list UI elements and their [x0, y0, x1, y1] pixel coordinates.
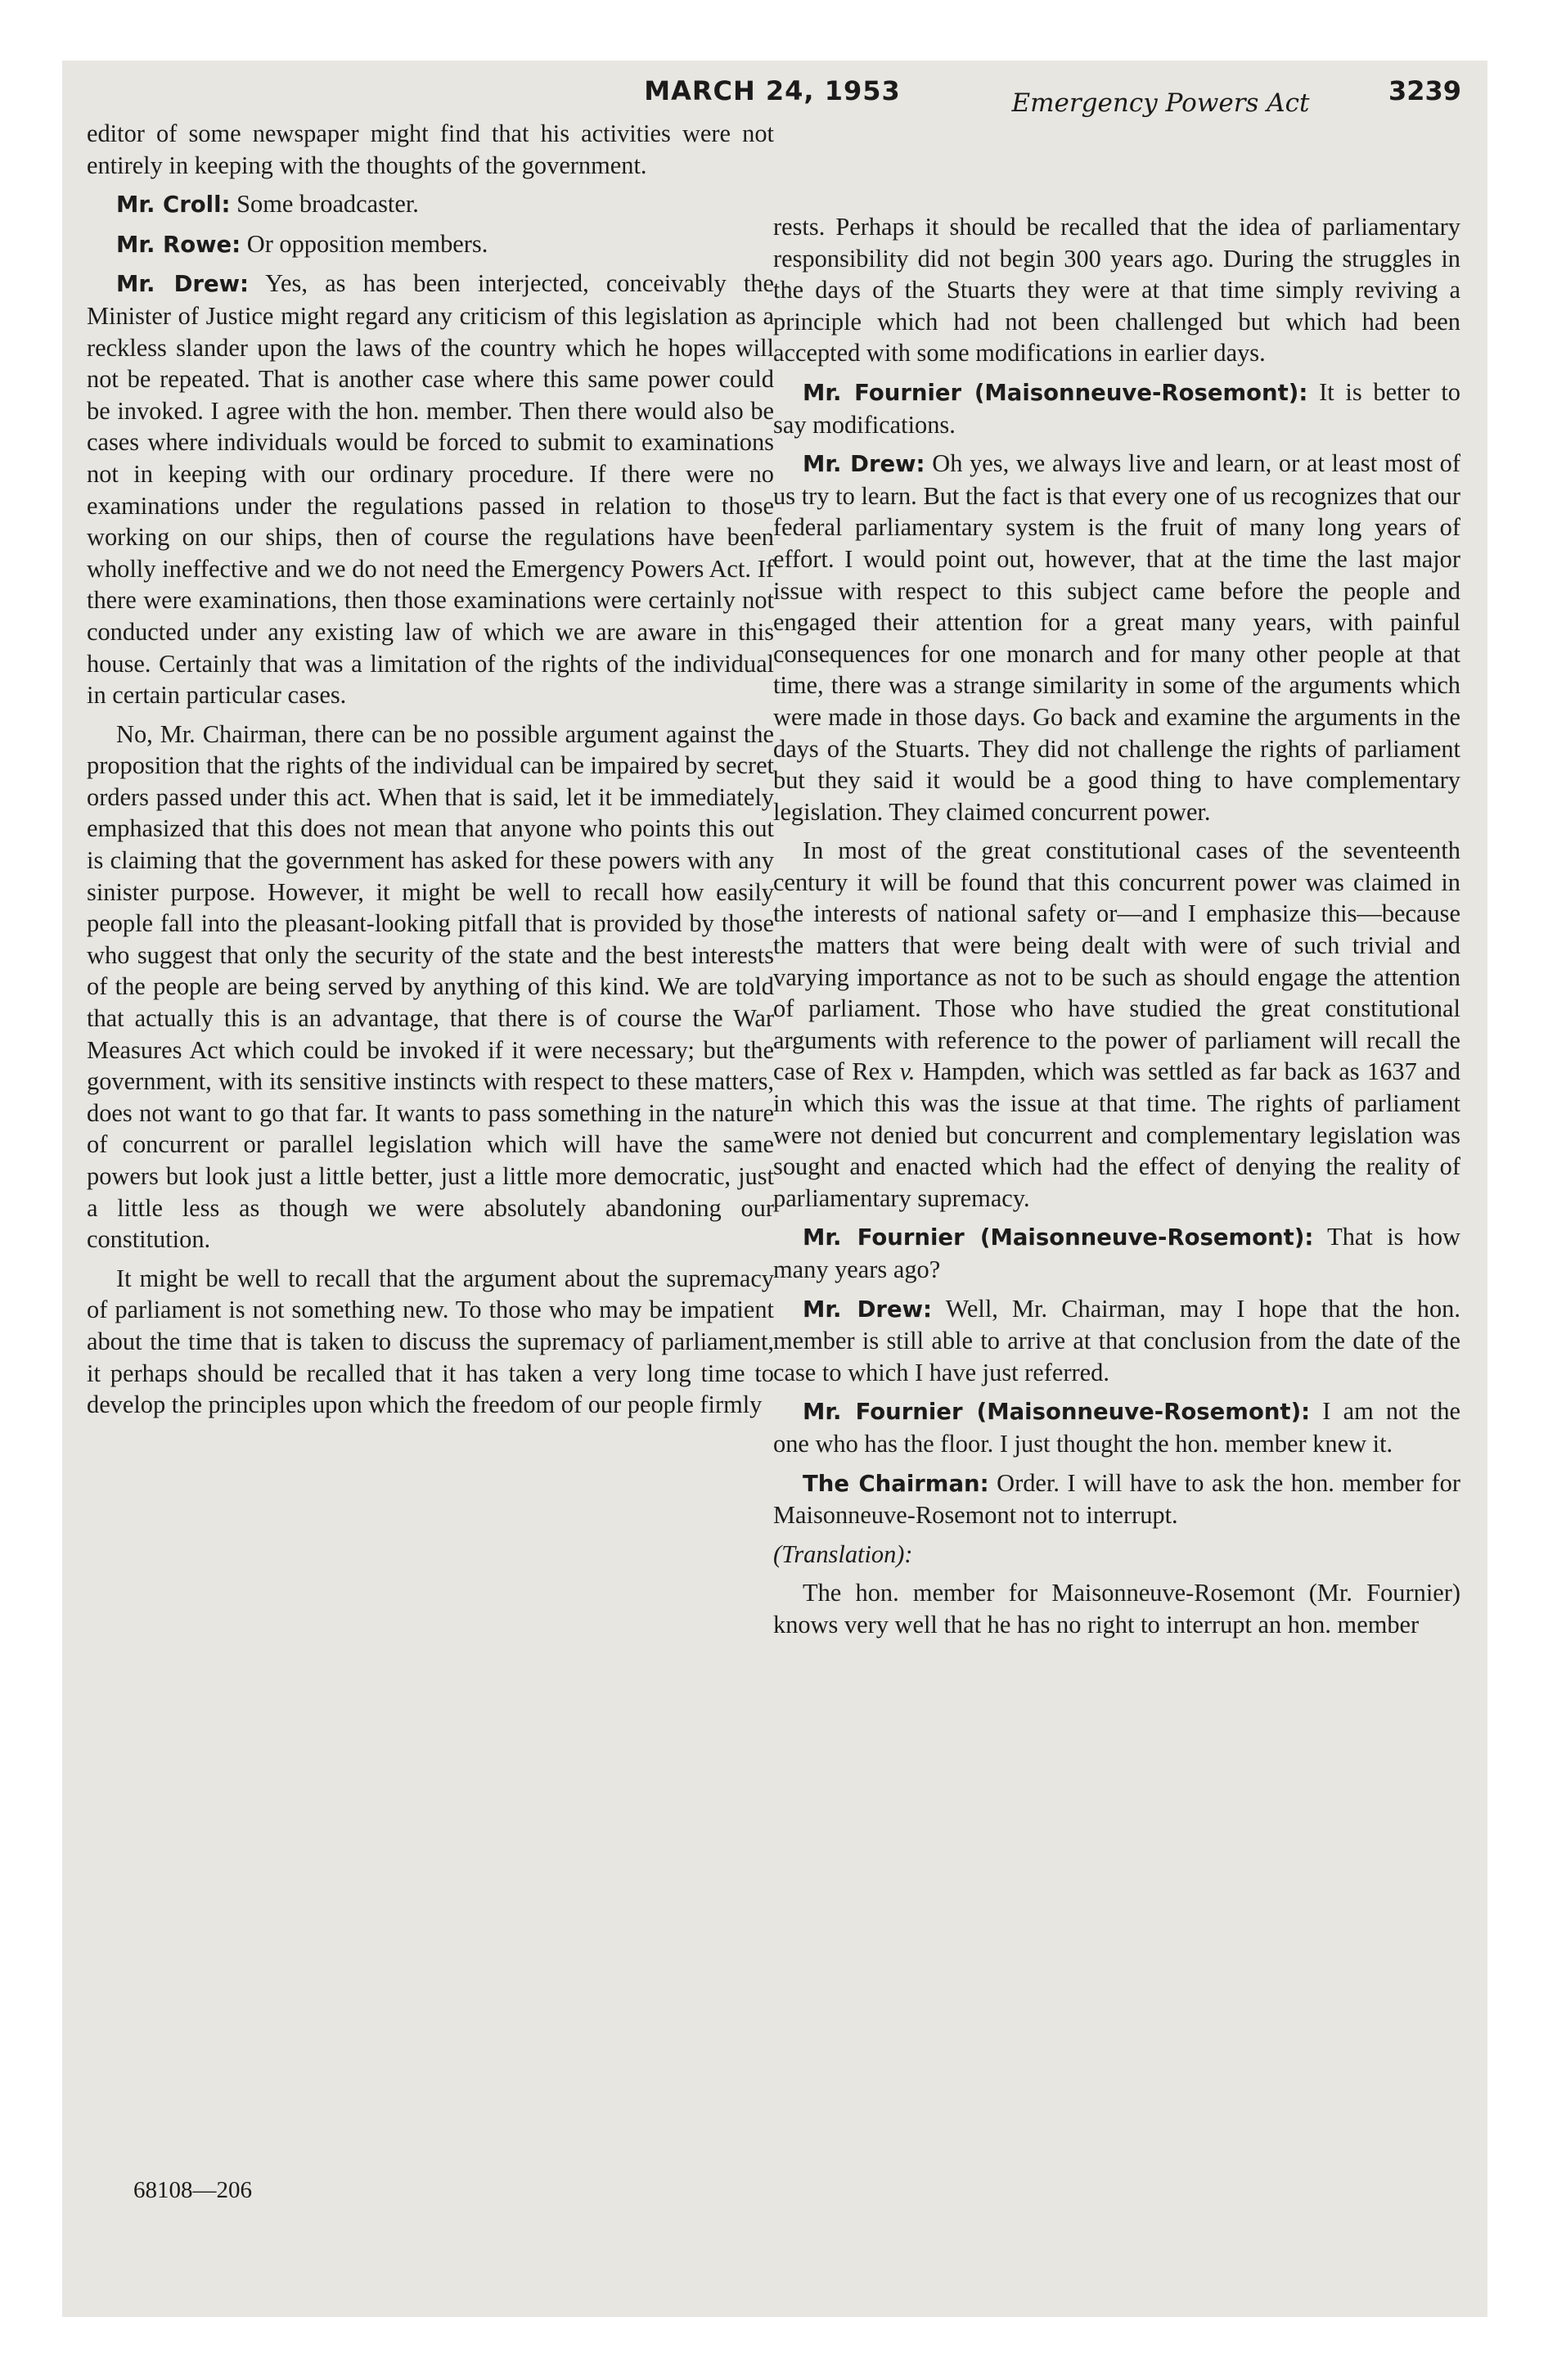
speaker-name: Mr. Drew: — [116, 271, 250, 298]
paragraph — [87, 228, 774, 261]
speech-text: Or opposition members. — [241, 229, 488, 258]
speaker-name: Mr. Drew: — [803, 1296, 933, 1323]
header-subject: Emergency Powers Act — [1011, 88, 1310, 118]
paragraph — [87, 188, 774, 221]
speaker-name: Mr. Drew: — [803, 451, 925, 478]
right-column — [773, 211, 1460, 1648]
paragraph — [773, 376, 1460, 440]
paragraph — [773, 835, 1460, 1214]
header-date: MARCH 24, 1953 — [644, 75, 901, 106]
speech-text: Well, Mr. Chairman, may I hope that the hon. member is still able to arrive at that conclusion from the date of the case to which I have just referred. — [773, 1294, 1460, 1386]
paragraph — [87, 268, 774, 710]
speaker-name: Mr. Fournier (Maisonneuve-Rosemont): — [803, 1399, 1311, 1426]
speech-text: I am not the one who has the floor. I just thought the hon. member knew it. — [773, 1397, 1461, 1458]
left-column — [87, 118, 774, 1428]
paragraph: It might be well to recall that the argument about the supremacy of parliament is not something new. To those who may be impatient about the time that is taken to discuss the supremacy of parliament, it perhaps should be recalled that it has taken a very long time to develop the principles upon which the freedom of our people firmly — [87, 1264, 774, 1419]
translation-marker: (Translation): — [773, 1539, 913, 1568]
speech-text: That is how many years ago? — [773, 1223, 1461, 1283]
speaker-name: Mr. Croll: — [116, 192, 231, 219]
speech-text: Order. I will have to ask the hon. member for Maisonneuve-Rosemont not to interrupt. — [773, 1468, 1460, 1530]
paragraph: No, Mr. Chairman, there can be no possible argument against the proposition that the rights of the individual can be impaired by secret orders passed under this act. When that is said, let it be immediately emphasized that this does not mean that anyone who points this out is claiming that the government has asked for these powers with any sinister purpose. However, it might be well to recall how easily people fall into the pleasant-looking pitfall that is provided by those who suggest that only the security of the state and the best interests of the people are being served by anything of this kind. We are told that actually this is an advantage, that there is of course the War Measures Act which could be invoked if it were necessary; but the government, with its sensitive instincts with respect to these matters, does not want to go that far. It wants to pass something in the nature of concurrent or parallel legislation which will have the same powers but look just a little better, just a little more democratic, just a little less as though we were absolutely abandoning our constitution. — [87, 719, 774, 1254]
speech-text: Some broadcaster. — [230, 190, 419, 219]
speech-text: Yes, as has been interjected, conceivably the Minister of Justice might regard any criticism of this legislation as a reckless slander upon the laws of the country which he hopes will not be repeated. That is another case where this same power could be invoked. I agree with the hon. member. Then there would also be cases where individuals would be forced to submit to examinations not in keeping with our ordinary procedure. If there were no examinations under the regulations passed in relation to those working on our ships, then of course the regulations have been wholly ineffective and we do not need the Emergency Powers Act. If there were examinations, then those examinations were certainly not conducted under any existing law of which we are aware in this house. Certainly that was a limitation of the rights of the individual in certain particular cases. — [87, 269, 774, 710]
case-versus: v. — [899, 1057, 916, 1086]
paragraph: rests. Perhaps it should be recalled that the idea of parliamentary responsibility did not begin 300 years ago. During the struggles in the days of the Stuarts they were at that time simply reviving a principle which had not been challenged but which had been accepted with some modifications in earlier days. — [773, 213, 1460, 367]
speaker-name: Mr. Rowe: — [116, 231, 241, 258]
paragraph — [773, 1395, 1460, 1459]
speech-text: Hampden, which was settled as far back as 1637 and in which this was the issue at that time. The rights of parliament were not denied but concurrent and complementary legislation was sought and enacted which had the effect of denying the reality of parliamentary supremacy. — [773, 1057, 1460, 1212]
paragraph: The hon. member for Maisonneuve-Rosemont (Mr. Fournier) knows very well that he has no right to interrupt an hon. member — [773, 1579, 1460, 1639]
speaker-name: Mr. Fournier (Maisonneuve-Rosemont): — [803, 1224, 1314, 1251]
paragraph — [773, 1221, 1460, 1285]
header-page-number: 3239 — [1388, 75, 1461, 106]
speaker-name: The Chairman: — [803, 1470, 989, 1497]
speech-text: Oh yes, we always live and learn, or at least most of us try to learn. But the fact is that every one of us recognizes that our federal parliamentary system is the fruit of many long years of effort. I would point out, however, that at the time the last major issue with respect to this subject came before the people and engaged their attention for a great many years, with painful consequences for one monarch and for many other people at that time, there was a strange similarity in some of the arguments which were made in those days. Go back and examine the arguments in the days of the Stuarts. They did not challenge the rights of parliament but they said it would be a good thing to have complementary legislation. They claimed concurrent power. — [773, 449, 1460, 826]
speech-text: It is better to say modifications. — [773, 377, 1461, 439]
speaker-name: Mr. Fournier (Maisonneuve-Rosemont): — [803, 379, 1308, 406]
paragraph — [773, 448, 1460, 827]
paragraph: editor of some newspaper might find that his activities were not entirely in keeping with the thoughts of the government. — [87, 119, 774, 179]
paragraph — [773, 1293, 1460, 1389]
footer-code: 68108—206 — [133, 2177, 252, 2203]
speech-text: In most of the great constitutional cases of the seventeenth century it will be found that this concurrent power was claimed in the interests of national safety or—and I emphasize this—because the matters that were being dealt with were of such trivial and varying importance as not to be such as should engage the attention of parliament. Those who have studied the great constitutional arguments with reference to the power of parliament will recall the case of Rex — [773, 836, 1460, 1086]
paragraph — [773, 1467, 1460, 1531]
